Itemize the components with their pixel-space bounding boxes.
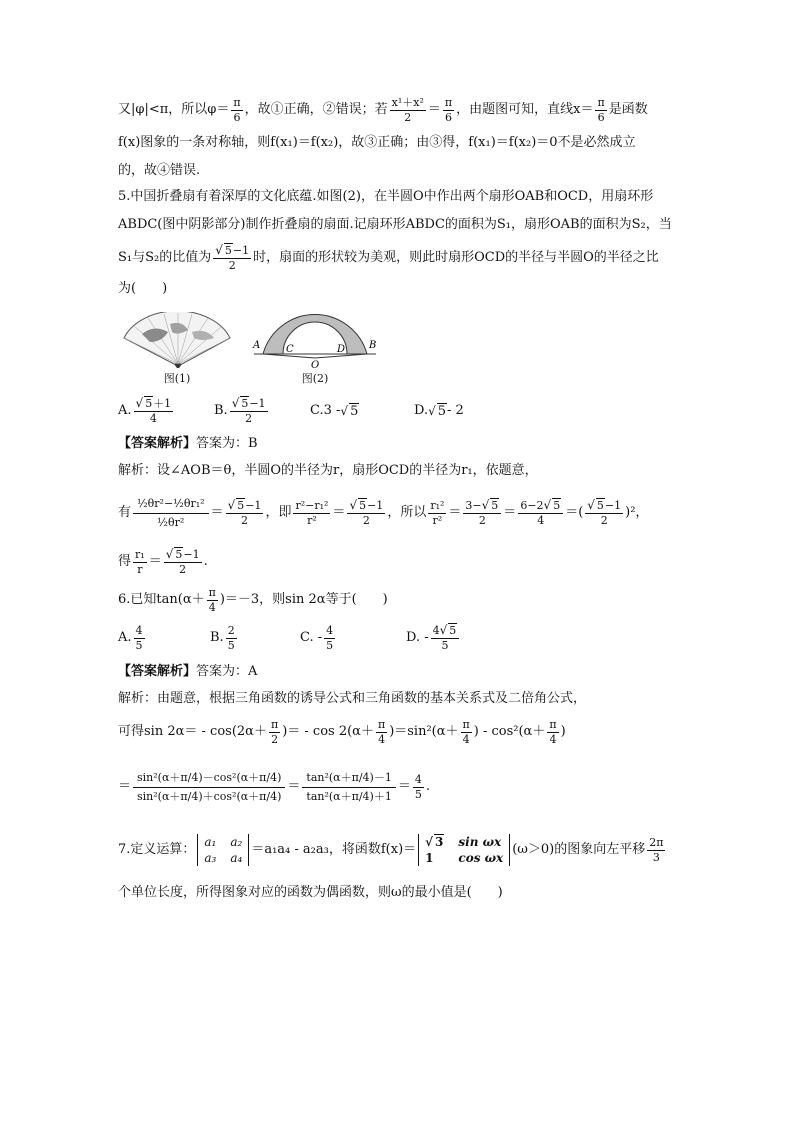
figure-2 bbox=[250, 308, 380, 386]
figure-1-caption: 图(1) bbox=[163, 372, 191, 385]
answer-tag: 【答案解析】 bbox=[118, 664, 197, 680]
q5-figures bbox=[122, 308, 703, 386]
q6-option-c: C. - $\frac{4}{5}$ bbox=[300, 623, 334, 652]
folding-fan-photo bbox=[122, 312, 232, 370]
q6-option-a: A. $\frac{4}{5}$ bbox=[118, 623, 143, 652]
q4-line-3: 的，故④错误. bbox=[118, 163, 201, 179]
fraction: $\frac{\pi}{6}$ bbox=[444, 95, 453, 124]
fraction: $\frac{3-√ 5}{2}$ bbox=[463, 498, 501, 528]
fraction: $\frac{\text{r₁}}{r}$ bbox=[135, 547, 145, 576]
fraction: $\frac{\text{x¹＋x²}}{2}$ bbox=[391, 95, 424, 124]
q6-solution-1: 解析：由题意，根据三角函数的诱导公式和三角函数的基本关系式及二倍角公式， bbox=[118, 691, 587, 707]
fraction: $\frac{4}{5}$ bbox=[414, 772, 422, 801]
q5-option-a: A. $\frac{√ 5+1}{4}$ bbox=[118, 396, 172, 426]
q6-option-b: B. $\frac{2}{5}$ bbox=[210, 623, 235, 652]
q5-option-d: D. √ 5 - 2 bbox=[414, 403, 464, 419]
q6-line-1: 6.已知tan(α＋ $\frac{\pi}{4}$ )＝－3，则sin 2α等于( ) bbox=[118, 585, 388, 614]
q6-options bbox=[118, 618, 703, 658]
q6-solution-2: 可得sin 2α＝ - cos(2α＋ $\frac{\pi}{2}$ )＝ - cos 2(α＋ $\frac{\pi}{4}$ )＝sin²(α＋ $\frac{\pi}{4}$ ) - cos²(α＋ $\frac{\pi}{4}$ ) bbox=[118, 717, 566, 746]
fraction: $\frac{\text{r²−r₁²}}{\text{r²}}$ bbox=[295, 498, 329, 527]
q5-option-b: B. $\frac{√ 5-1}{2}$ bbox=[214, 396, 266, 426]
q5-solution-2: 有 $\frac{\text{½θr²−½θr₁²}}{\text{½θr²}}$ ＝ $\frac{√ 5-1}{2}$ ，即 $\frac{\text{r²−r₁²}}{\text{r²}}$ ＝ $\frac{√ 5-1}{2}$ ，所以 $\frac{\text{r₁²}}{\text{r²}}$ ＝ $\frac{3-√ 5}{2}$ ＝ $\frac{6-2√ 5}{4}$ ＝( $\frac{√ 5-1}{2}$ )²， bbox=[118, 484, 703, 542]
q5-option-c: C.3 - √ 5 bbox=[310, 403, 359, 419]
fraction: $\frac{√ 5-1}{2}$ bbox=[349, 498, 384, 528]
fraction: $\frac{\text{r₁²}}{\text{r²}}$ bbox=[430, 498, 445, 527]
q7-line-1: 7.定义运算： a₁ a₂ a₃ a₄ ＝a₁a₄ - a₂a₃，将函数f(x)＝ √ 3 sin ωx 1 cos ωx (ω＞0)的图象向左平移 $\frac{2\pi}{3}$ bbox=[118, 834, 664, 865]
fraction: $\frac{2}{5}$ bbox=[227, 623, 235, 652]
fraction: $\frac{√ 5-1}{2}$ bbox=[215, 243, 250, 273]
q5-line-3: S₁与S₂的比值为 $\frac{√ 5-1}{2}$ 时，扇面的形状较为美观，则此时扇形OCD的半径与半圆O的半径之比 bbox=[118, 243, 659, 273]
figure-1 bbox=[122, 312, 232, 386]
q5-line-2: ABDC(图中阴影部分)制作折叠扇的扇面.记扇环形ABDC的面积为S₁，扇形OAB的面积为S₂，当 bbox=[118, 217, 672, 233]
label-o: O bbox=[311, 360, 320, 370]
answer-tag: 【答案解析】 bbox=[118, 436, 197, 452]
fraction: $\frac{√ 5-1}{2}$ bbox=[231, 396, 266, 426]
fraction: $\frac{6-2√ 5}{4}$ bbox=[518, 498, 563, 528]
fraction: $\frac{\pi}{6}$ bbox=[597, 95, 605, 124]
fraction: $\frac{\pi}{2}$ bbox=[270, 717, 279, 746]
label-c: C bbox=[286, 344, 294, 355]
determinant: a₁ a₂ a₃ a₄ bbox=[197, 834, 249, 867]
fraction: $\frac{√ 5-1}{2}$ bbox=[587, 498, 622, 528]
label-b: B bbox=[369, 340, 377, 351]
fraction: $\frac{√ 5-1}{2}$ bbox=[165, 547, 200, 577]
fraction: $\frac{\text{½θr²−½θr₁²}}{\text{½θr²}}$ bbox=[133, 495, 209, 532]
label-a: A bbox=[253, 340, 261, 351]
fraction: $\frac{\text{sin²(α＋π/4)－cos²(α＋π/4)}}{\text{sin²(α＋π/4)＋cos²(α＋π/4)}}$ bbox=[133, 769, 285, 806]
q5-solution-1: 解析：设∠AOB＝θ，半圆O的半径为r，扇形OCD的半径为r₁，依题意， bbox=[118, 463, 538, 479]
q6-option-d: D. - $\frac{4√ 5}{5}$ bbox=[406, 623, 461, 653]
label-d: D bbox=[337, 344, 346, 355]
fraction: $\frac{2\pi}{3}$ bbox=[649, 835, 664, 864]
q5-line-1: 5.中国折叠扇有着深厚的文化底蕴.如图(2)，在半圆O中作出两个扇形OAB和OCD，用扇环形 bbox=[118, 189, 654, 205]
fraction: $\frac{\pi}{6}$ bbox=[233, 95, 241, 124]
q5-solution-3: 得 $\frac{\text{r₁}}{r}$ ＝ $\frac{√ 5-1}{2}$ . bbox=[118, 547, 208, 577]
determinant: √ 3 sin ωx 1 cos ωx bbox=[418, 834, 510, 867]
fraction: $\frac{\pi}{4}$ bbox=[377, 717, 386, 746]
q4-line-2: f(x)图象的一条对称轴，则f(x₁)＝f(x₂)，故③正确；由③得，f(x₁)＝f(x₂)＝0不是必然成立 bbox=[118, 135, 636, 151]
q5-answer: 【答案解析】 答案为：B bbox=[118, 436, 258, 452]
q5-options bbox=[118, 392, 703, 430]
fraction: $\frac{\pi}{4}$ bbox=[462, 717, 470, 746]
fraction: $\frac{4√ 5}{5}$ bbox=[431, 623, 460, 653]
q7-line-2: 个单位长度，所得图象对应的函数为偶函数，则ω的最小值是( ) bbox=[118, 885, 503, 901]
q6-solution-3: ＝ $\frac{\text{sin²(α＋π/4)－cos²(α＋π/4)}}{\text{sin²(α＋π/4)＋cos²(α＋π/4)}}$ ＝ $\frac{\text{tan²(α＋π/4)－1}}{\text{tan²(α＋π/4)＋1}}$ ＝ $\frac{4}{5}$ . bbox=[118, 752, 703, 822]
q5-line-4: 为( ) bbox=[118, 281, 168, 297]
content bbox=[118, 92, 703, 908]
fraction: $\frac{\pi}{4}$ bbox=[208, 585, 216, 614]
fraction: $\frac{\pi}{4}$ bbox=[549, 717, 557, 746]
fraction: $\frac{4}{5}$ bbox=[135, 623, 143, 652]
fraction: $\frac{√ 5-1}{2}$ bbox=[227, 498, 262, 528]
semicircle-diagram bbox=[250, 308, 380, 370]
fraction: $\frac{4}{5}$ bbox=[326, 623, 334, 652]
fraction: $\frac{√ 5+1}{4}$ bbox=[135, 396, 172, 426]
fraction: $\frac{\text{tan²(α＋π/4)－1}}{\text{tan²(α＋π/4)＋1}}$ bbox=[302, 769, 395, 806]
figure-2-caption: 图(2) bbox=[301, 372, 329, 385]
q4-line-1: 又|φ|<π，所以φ＝ $\frac{\pi}{6}$ ，故①正确，②错误；若 $\frac{\text{x¹＋x²}}{2}$ ＝ $\frac{\pi}{6}$ ，由题图可知，直线x＝ $\frac{\pi}{6}$ 是函数 bbox=[118, 95, 648, 124]
q6-answer: 【答案解析】 答案为：A bbox=[118, 664, 258, 680]
